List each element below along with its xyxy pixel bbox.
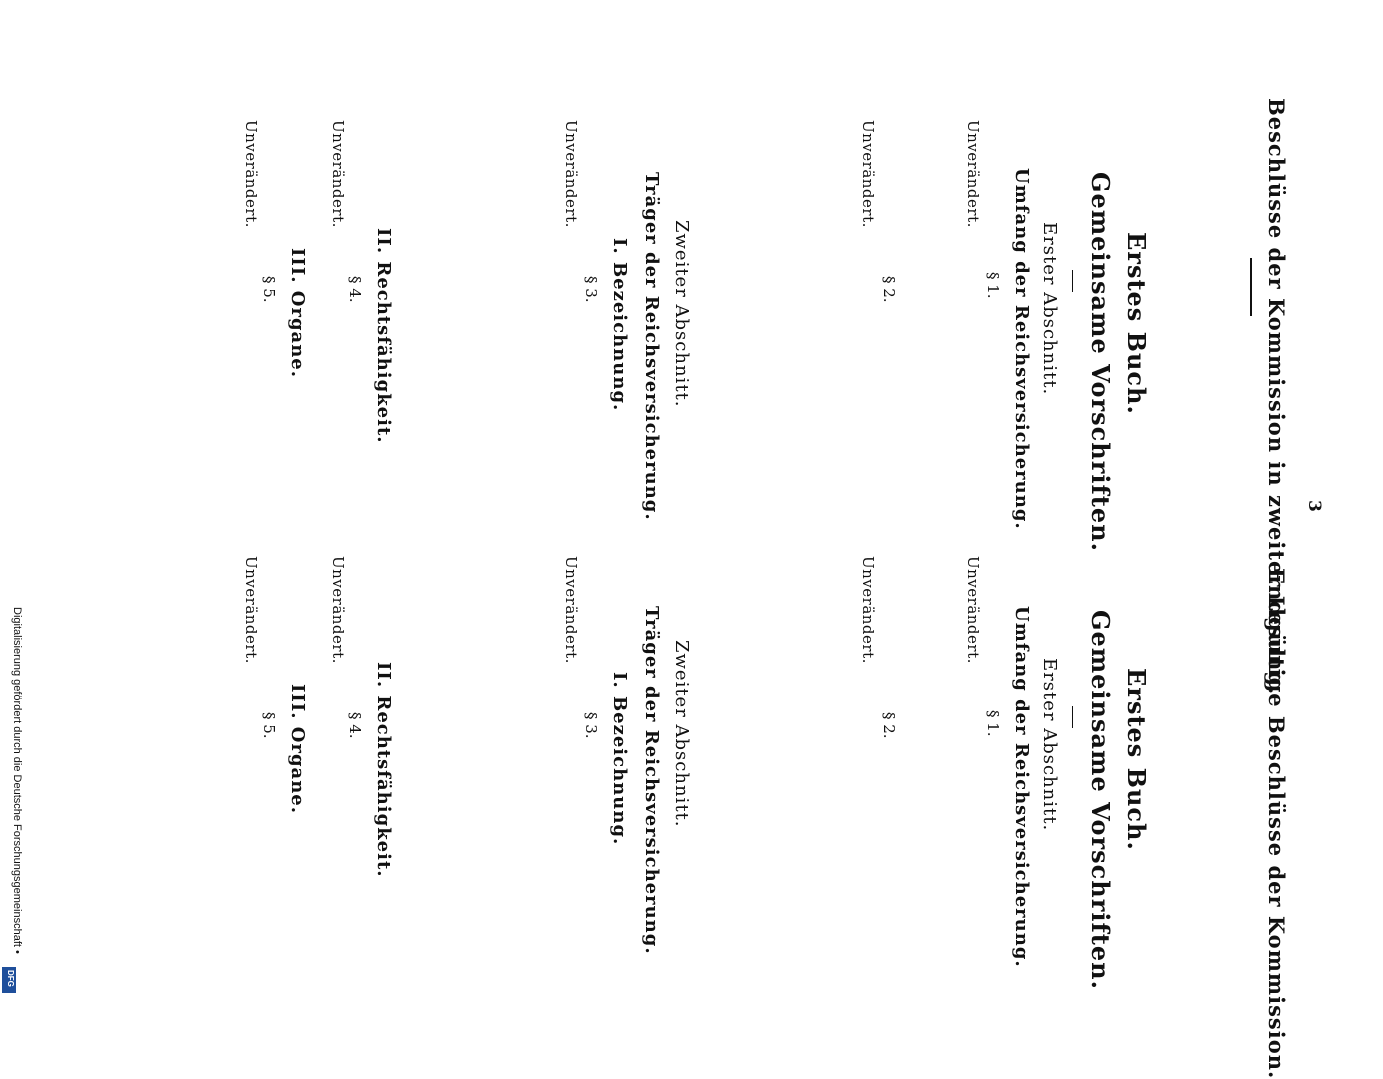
right-book-title: Erstes Buch. [1122, 668, 1151, 851]
right-para-1: § 1. [984, 710, 1002, 737]
page-number: 3 [1304, 500, 1324, 512]
dfg-logo-text: DFG [6, 970, 15, 987]
left-section1-subtitle: Umfang der Reichsversicherung. [1011, 168, 1032, 530]
left-para-5: § 5. [260, 276, 278, 303]
right-chapter-1: I. Bezeichnung. [609, 672, 630, 846]
left-para-3: § 3. [582, 276, 600, 303]
right-para-3: § 3. [582, 712, 600, 739]
left-section2-subtitle: Träger der Reichsversicherung. [641, 172, 662, 521]
right-section1-subtitle: Umfang der Reichsversicherung. [1011, 606, 1032, 968]
right-section2-title: Zweiter Abschnitt. [671, 640, 692, 828]
left-chapter-1: I. Bezeichnung. [609, 238, 630, 412]
right-section2-subtitle: Träger der Reichsversicherung. [641, 606, 662, 955]
right-unchanged-3: Unverändert. [562, 556, 580, 664]
left-chapter-2: II. Rechtsfähigkeit. [373, 228, 394, 444]
left-unchanged-3: Unverändert. [562, 120, 580, 228]
left-column-header: Beschlüsse der Kommission in zweiter Lesung. [1264, 98, 1289, 696]
right-chapter-3: III. Organe. [287, 684, 308, 815]
left-para-2: § 2. [880, 276, 898, 303]
left-unchanged-1: Unverändert. [964, 120, 982, 228]
right-chapter-2: II. Rechtsfähigkeit. [373, 662, 394, 878]
right-para-5: § 5. [260, 712, 278, 739]
right-unchanged-1: Unverändert. [964, 556, 982, 664]
left-header-rule [1250, 258, 1252, 316]
left-unchanged-5: Unverändert. [242, 120, 260, 228]
right-unchanged-4: Unverändert. [329, 556, 347, 664]
dfg-logo [2, 967, 16, 993]
right-para-4: § 4. [346, 712, 364, 739]
right-section1-title: Erster Abschnitt. [1039, 658, 1060, 832]
left-book-title: Erstes Buch. [1122, 232, 1151, 415]
left-section2-title: Zweiter Abschnitt. [671, 220, 692, 408]
digitization-credit: Digitalisierung gefördert durch die Deutsche Forschungsgemeinschaft • [11, 607, 23, 954]
right-unchanged-5: Unverändert. [242, 556, 260, 664]
left-book-subtitle: Gemeinsame Vorschriften. [1086, 172, 1115, 552]
left-chapter-3: III. Organe. [287, 248, 308, 379]
left-unchanged-4: Unverändert. [329, 120, 347, 228]
right-para-2: § 2. [880, 712, 898, 739]
right-book-subtitle: Gemeinsame Vorschriften. [1086, 610, 1115, 990]
left-unchanged-2: Unverändert. [859, 120, 877, 228]
left-para-1: § 1. [984, 272, 1002, 299]
left-book-rule [1072, 270, 1073, 292]
left-para-4: § 4. [346, 276, 364, 303]
right-column-header: Endgültige Beschlüsse der Kommission. [1264, 568, 1289, 1079]
right-book-rule [1072, 706, 1073, 728]
right-unchanged-2: Unverändert. [859, 556, 877, 664]
left-section1-title: Erster Abschnitt. [1039, 222, 1060, 396]
